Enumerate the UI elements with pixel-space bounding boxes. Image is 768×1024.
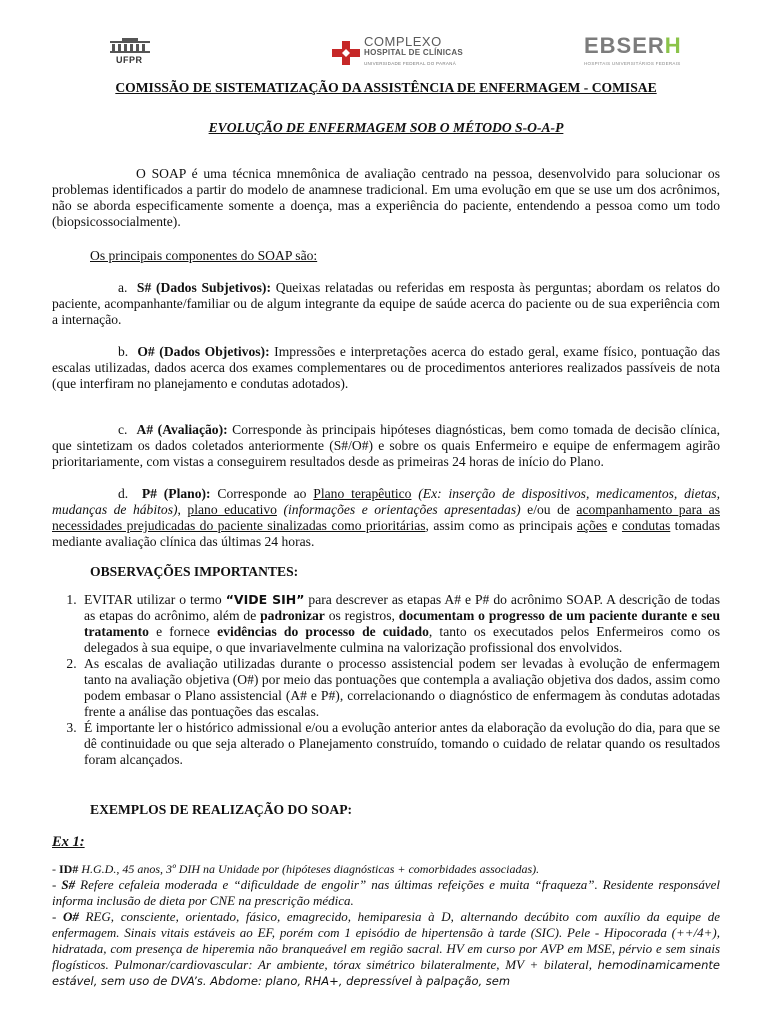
example-o-line xyxy=(52,909,720,989)
item-text: Queixas relatadas ou referidas em resposta às perguntas; abordam os relatos do paciente, acompanhante/familiar ou de algum integrante da equipe de saúde acerca do paciente ou de sua experiência com a internação. xyxy=(52,280,720,327)
component-a xyxy=(52,422,720,470)
condutas-text: condutas xyxy=(621,518,671,533)
item-label: S# (Dados Subjetivos): xyxy=(136,280,271,295)
components-heading: Os principais componentes do SOAP são: xyxy=(90,248,318,263)
header-logos xyxy=(52,0,720,70)
observations-list xyxy=(52,592,720,768)
observation-text: , tanto os executados pelos Enfermeiros como os delegados à sua equipe, o que invariavelmente culmina na valorização profissional dos envolvidos. xyxy=(84,624,721,655)
complexo-logo-line1: COMPLEXO xyxy=(364,34,442,49)
item-text: e xyxy=(607,518,622,533)
component-o xyxy=(52,344,720,392)
ebserh-logo xyxy=(584,33,682,72)
ebserh-logo-text xyxy=(584,33,682,58)
plano-educativo-text: plano educativo xyxy=(187,502,277,517)
observation-item: 2. As escalas de avaliação utilizadas durante o processo assistencial podem ser levadas à evolução de enfermagem tanto na avaliação objetiva (O#) por meio das pontuações que contempla a avaliação objetiva dos dados, assim como podem embasar o Plano assistencial (A# e P#), correlacionando o diagnóstico de enfermagem às condutas adotadas frente a análise das pontuações das escalas. xyxy=(80,656,720,720)
s-label: S# xyxy=(61,877,76,892)
ebserh-logo-sub: HOSPITAIS UNIVERSITÁRIOS FEDERAIS xyxy=(584,61,681,66)
o-text: REG, consciente, orientado, fásico, emagrecido, hemiparesia à D, alternando decúbito com auxílio da equipe de enfermagem. Sinais vitais estáveis ao EF, porém com 1 episódio de hipertensão à tarde (SIC). Pele - Hipocorada (++/4+), hidratada, com presença de hiperemia não branqueável em região sacral. HV em curso por AVP em MSE, pérvio e sem sinais flogísticos. Pulmonar/cardiovascular: Ar ambiente, tórax simétrico bilateralmente, MV + bilateral, xyxy=(52,909,720,972)
component-s xyxy=(52,280,720,328)
example-s-line xyxy=(52,877,720,909)
observation-item xyxy=(80,592,720,656)
example-1-body xyxy=(52,862,720,989)
ufpr-logo-text: UFPR xyxy=(116,55,143,65)
example-id-line xyxy=(52,862,720,877)
s-text: Refere cefaleia moderada e “dificuldade de engolir” nas últimas refeições e muita “fraqueza”. Residente responsável informa inclusão de dieta por CNE na prescrição médica. xyxy=(52,877,720,908)
complexo-logo-line2: HOSPITAL DE CLÍNICAS xyxy=(364,48,464,57)
ebserh-logo-h: H xyxy=(664,33,682,58)
ebserh-logo-main: EBSER xyxy=(584,33,665,58)
ufpr-logo xyxy=(108,38,152,65)
acompanhamento-text: acompanhamento para as necessidades prejudicadas do paciente sinalizadas como prioritárias xyxy=(52,502,720,533)
padronizar-text: padronizar xyxy=(260,608,325,623)
item-label: O# (Dados Objetivos): xyxy=(137,344,270,359)
observation-text: para descrever as etapas A# e P# do acrônimo SOAP. A descrição de todas as etapas do acrônimo, além de xyxy=(84,592,721,623)
item-label: A# (Avaliação): xyxy=(136,422,228,437)
document-title: EVOLUÇÃO DE ENFERMAGEM SOB O MÉTODO S-O-A-P xyxy=(208,120,564,135)
observations-heading: OBSERVAÇÕES IMPORTANTES: xyxy=(90,564,299,579)
item-marker: a. xyxy=(118,280,128,295)
acoes-text: ações xyxy=(576,518,608,533)
id-label: ID# xyxy=(59,862,79,876)
evidencias-text: evidências do processo de cuidado xyxy=(217,624,429,639)
item-marker: b. xyxy=(118,344,129,359)
o-label: O# xyxy=(62,909,79,924)
component-p xyxy=(52,486,720,550)
item-text: e/ou de xyxy=(520,502,577,517)
item-text: Impressões e interpretações acerca do estado geral, exame físico, pontuação das escalas utilizadas, dados acerca dos exames complementares ou de procedimentos anteriores realizados passíveis de nota (que interfiram no planejamento e condutas adotados). xyxy=(52,344,720,391)
documentam-text: documentam o progresso de um paciente durante e seu tratamento xyxy=(84,608,721,639)
item-marker: c. xyxy=(118,422,128,437)
o-text-continued: hemodinamicamente estável, sem uso de DVA’s. Abdome: plano, RHA+, depressível à palpação, sem xyxy=(52,958,720,988)
item-text: , assim como as principais xyxy=(425,518,577,533)
observation-text: os registros, xyxy=(324,608,399,623)
plano-terapeutico-example: (Ex: inserção de dispositivos, medicamentos, dietas, mudanças de hábitos) xyxy=(52,486,720,517)
complexo-logo-name xyxy=(364,36,463,69)
intro-paragraph: O SOAP é uma técnica mnemônica de avaliação centrado na pessoa, desenvolvido para solucionar os problemas identificados a partir do modelo de anamnese tradicional. Em uma evolução em que se use um dos acrônimos, não se aborda especificamente somente a doença, mas a experiência do paciente, entendendo a pessoa como um todo (biopsicossocialmente). xyxy=(52,166,720,229)
id-text: H.G.D., 45 anos, 3º DIH na Unidade por (hipóteses diagnósticas + comorbidades associadas). xyxy=(78,862,540,876)
item-text: tomadas mediante avaliação clínica das últimas 24 horas. xyxy=(52,518,720,549)
hospital-cross-icon xyxy=(332,41,360,65)
line-prefix: - xyxy=(52,862,59,876)
observation-item: 3. É importante ler o histórico admissional e/ou a evolução anterior antes da elaboração da evolução do dia, para que se dê continuidade ou que seja alterado o Planejamento construído, tomando o cuidado de relatar quando os resultados foram alcançados. xyxy=(80,720,720,768)
commission-heading: COMISSÃO DE SISTEMATIZAÇÃO DA ASSISTÊNCIA DE ENFERMAGEM - COMISAE xyxy=(115,80,657,95)
observation-text: e fornece xyxy=(148,624,218,639)
plano-terapeutico-text: Plano terapêutico xyxy=(313,486,412,501)
item-text: , xyxy=(177,502,188,517)
vide-sih-term: “VIDE SIH” xyxy=(225,592,305,607)
line-prefix: - xyxy=(52,909,63,924)
item-label: P# (Plano): xyxy=(141,486,211,501)
observation-text: EVITAR utilizar o termo xyxy=(84,592,226,607)
examples-heading: EXEMPLOS DE REALIZAÇÃO DO SOAP: xyxy=(90,802,353,817)
item-marker: d. xyxy=(118,486,129,501)
item-text: Corresponde ao xyxy=(210,486,314,501)
example-1-heading: Ex 1: xyxy=(52,834,85,850)
line-prefix: - xyxy=(52,877,62,892)
item-text: Corresponde às principais hipóteses diagnósticas, bem como tomada de decisão clínica, que sintetizam os dados coletados anteriormente (S#/O#) e sobre os quais Enfermeiro e equipe de enfermagem agirão prioritariamente, com vistas a conseguirem resultados desde as primeiras 24 horas de início do Plano. xyxy=(52,422,720,469)
plano-educativo-example: (informações e orientações apresentadas) xyxy=(276,502,521,517)
complexo-logo-line3: UNIVERSIDADE FEDERAL DO PARANÁ xyxy=(364,61,457,66)
complexo-hospital-logo xyxy=(332,36,463,69)
